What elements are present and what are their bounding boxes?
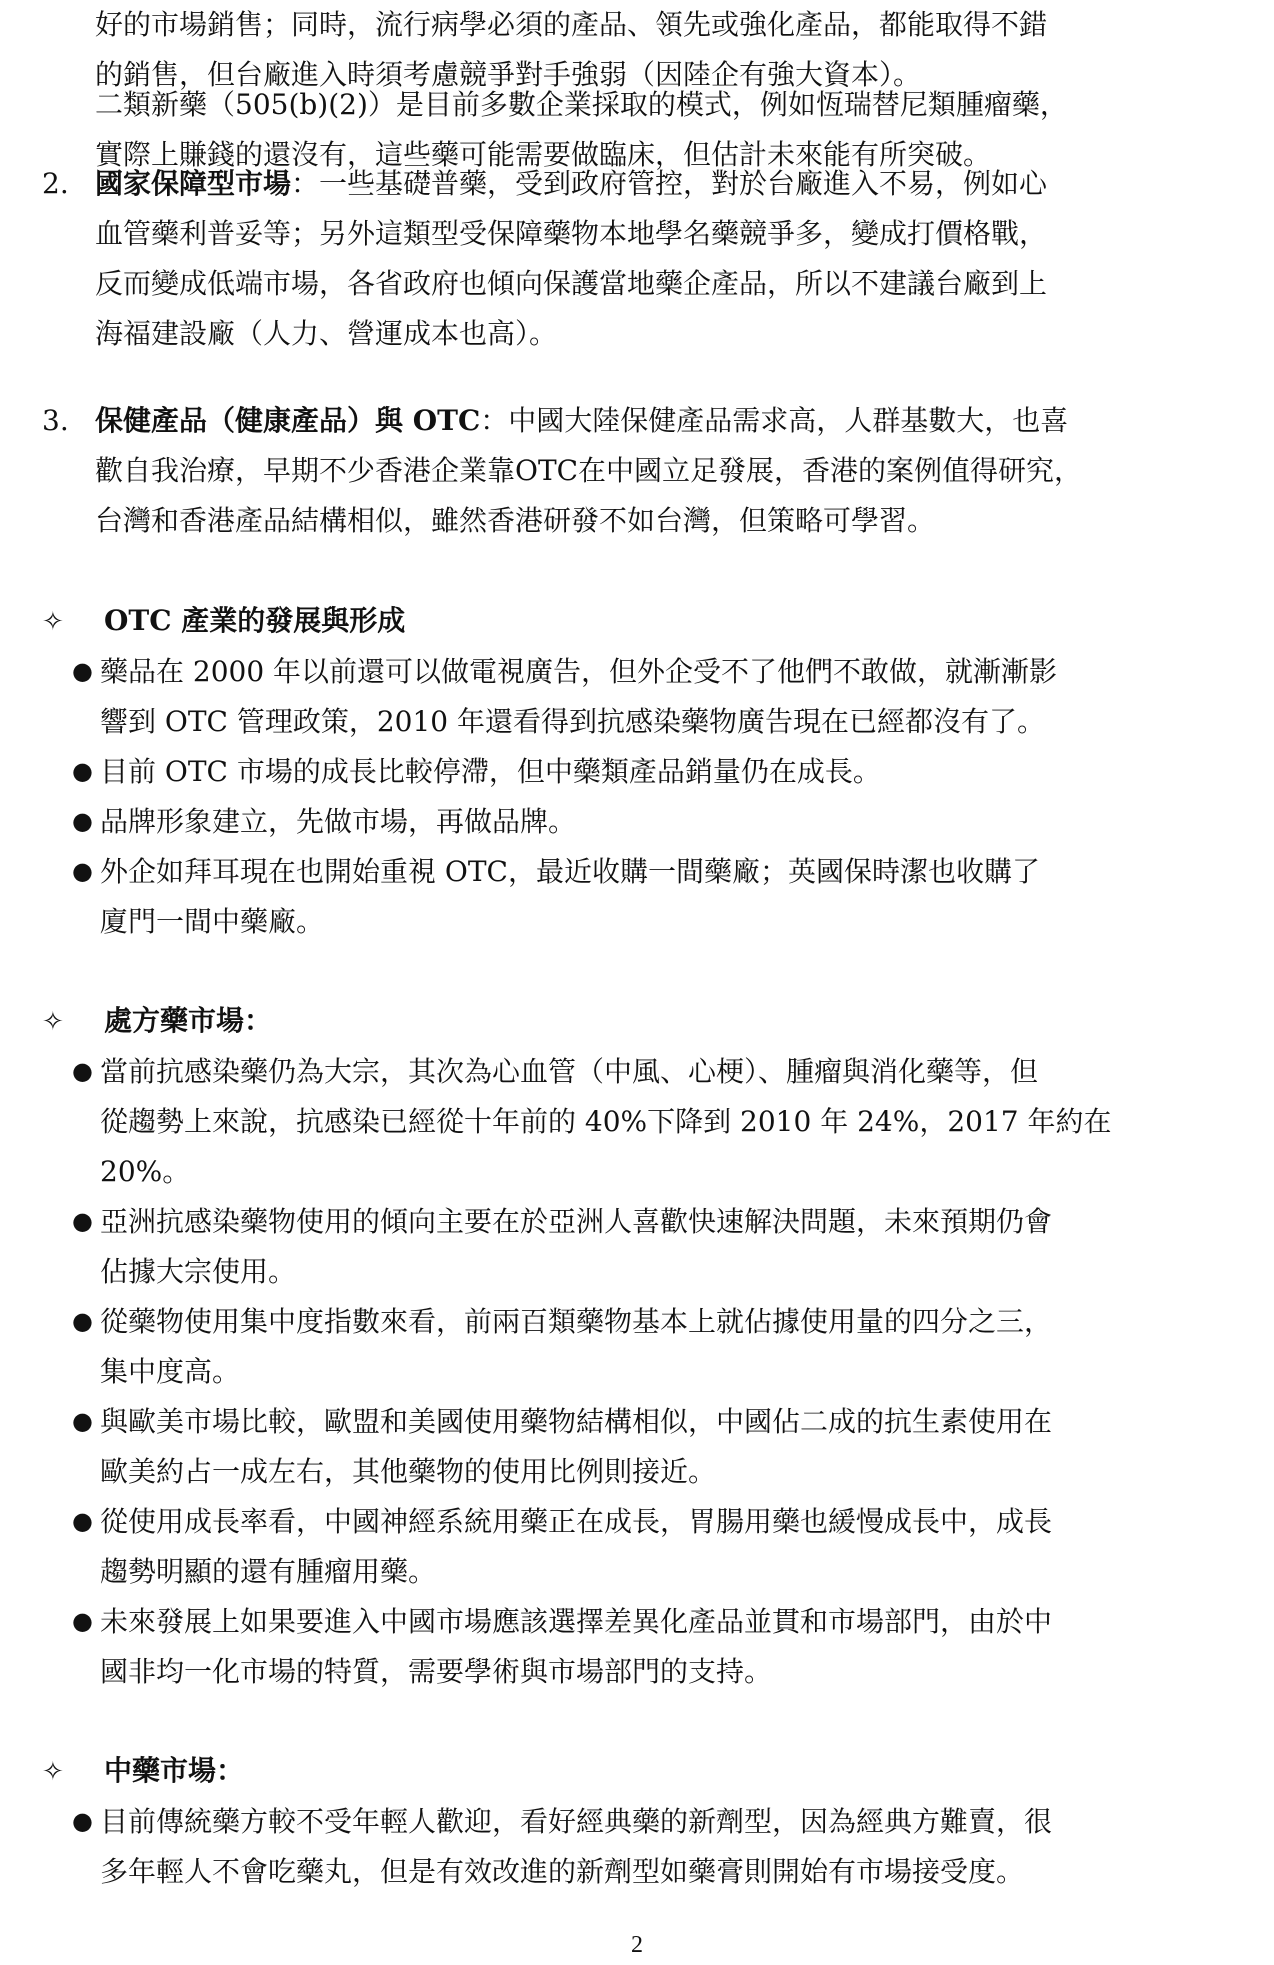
section-title: 處方藥市場： (104, 1004, 273, 1037)
text-line: 反而變成低端市場，各省政府也傾向保護當地藥企產品，所以不建議台廠到上 (95, 267, 1048, 300)
bullet-item (72, 1396, 1052, 1497)
item-heading: 保健產品（健康產品）與 OTC (95, 404, 481, 437)
bullet-icon: ● (72, 1607, 93, 1635)
text-line: 品牌形象建立，先做市場，再做品牌。 (100, 805, 577, 838)
bullet-item (72, 746, 881, 797)
text-line: 國非均一化市場的特質，需要學術與市場部門的支持。 (100, 1655, 773, 1688)
bullet-icon: ● (72, 1057, 93, 1085)
bullet-item (72, 1046, 1112, 1197)
bullet-item (72, 1296, 1052, 1397)
bullet-item (72, 1796, 1052, 1897)
text-line: 趨勢明顯的還有腫瘤用藥。 (100, 1555, 437, 1588)
text-line: 廈門一間中藥廠。 (100, 905, 325, 938)
bullet-icon: ● (72, 1207, 93, 1235)
bullet-icon: ● (72, 657, 93, 685)
text-line: 佔據大宗使用。 (100, 1255, 297, 1288)
text-line: 20%。 (100, 1155, 191, 1188)
bullet-icon: ● (72, 857, 93, 885)
item-number: 2. (42, 167, 69, 200)
section-tcm-heading (42, 1746, 244, 1797)
text-line: 從趨勢上來說，抗感染已經從十年前的 40%下降到 2010 年 24%，2017 年約在 (100, 1105, 1112, 1138)
bullet-item (72, 1196, 1052, 1297)
page-number: 2 (631, 1932, 643, 1958)
text-line: 藥品在 2000 年以前還可以做電視廣告，但外企受不了他們不敢做，就漸漸影 (100, 655, 1058, 688)
bullet-icon: ● (72, 1307, 93, 1335)
bullet-item (72, 846, 1040, 947)
text-line: 響到 OTC 管理政策，2010 年還看得到抗感染藥物廣告現在已經都沒有了。 (100, 705, 1046, 738)
text-line: 好的市場銷售；同時，流行病學必須的產品、領先或強化產品，都能取得不錯 (95, 8, 1048, 41)
text-line: 海福建設廠（人力、營運成本也高）。 (95, 317, 558, 350)
item-otc-market (95, 396, 1225, 546)
bullet-icon: ● (72, 1407, 93, 1435)
bullet-icon: ● (72, 1507, 93, 1535)
item-heading: 國家保障型市場 (95, 167, 292, 200)
text-line: 目前傳統藥方較不受年輕人歡迎，看好經典藥的新劑型，因為經典方難賣，很 (100, 1805, 1053, 1838)
bullet-item (72, 1596, 1052, 1697)
text-line: ：一些基礎普藥，受到政府管控，對於台廠進入不易，例如心 (291, 167, 1048, 200)
text-line: ：中國大陸保健產品需求高，人群基數大，也喜 (480, 404, 1069, 437)
text-line: 集中度高。 (100, 1355, 241, 1388)
text-line: 當前抗感染藥仍為大宗，其次為心血管（中風、心梗）、腫瘤與消化藥等，但 (100, 1055, 1039, 1088)
text-line: 與歐美市場比較，歐盟和美國使用藥物結構相似，中國佔二成的抗生素使用在 (100, 1405, 1053, 1438)
text-line: 從藥物使用集中度指數來看，前兩百類藥物基本上就佔據使用量的四分之三， (100, 1305, 1053, 1338)
text-line: 歐美約占一成左右，其他藥物的使用比例則接近。 (100, 1455, 717, 1488)
section-title: OTC 產業的發展與形成 (104, 604, 406, 637)
section-otc-heading (42, 596, 405, 647)
bullet-item (72, 646, 1057, 747)
text-line: 二類新藥（505(b)(2)）是目前多數企業採取的模式，例如恆瑞替尼類腫瘤藥， (95, 88, 1068, 121)
bullet-icon: ● (72, 807, 93, 835)
text-line: 多年輕人不會吃藥丸，但是有效改進的新劑型如藥膏則開始有市場接受度。 (100, 1855, 1025, 1888)
section-title: 中藥市場： (104, 1754, 245, 1787)
bullet-icon: ● (72, 1807, 93, 1835)
section-prescription-heading (42, 996, 272, 1047)
text-line: 未來發展上如果要進入中國市場應該選擇差異化產品並貫和市場部門，由於中 (100, 1605, 1053, 1638)
bullet-item (72, 1496, 1052, 1597)
diamond-icon: ✧ (42, 607, 64, 637)
text-line: 從使用成長率看，中國神經系統用藥正在成長，胃腸用藥也緩慢成長中，成長 (100, 1505, 1053, 1538)
item-national-market (95, 159, 1225, 359)
text-line: 目前 OTC 市場的成長比較停滯，但中藥類產品銷量仍在成長。 (100, 755, 881, 788)
text-line: 血管藥利普妥等；另外這類型受保障藥物本地學名藥競爭多，變成打價格戰， (95, 217, 1048, 250)
text-line: 台灣和香港產品結構相似，雖然香港研發不如台灣，但策略可學習。 (95, 504, 936, 537)
item-number: 3. (42, 404, 69, 437)
text-line: 歡自我治療，早期不少香港企業靠OTC在中國立足發展，香港的案例值得研究， (95, 454, 1083, 487)
diamond-icon: ✧ (42, 1757, 64, 1787)
text-line: 的銷售，但台廠進入時須考慮競爭對手強弱（因陸企有強大資本）。 (95, 58, 922, 91)
text-line: 外企如拜耳現在也開始重視 OTC，最近收購一間藥廠；英國保時潔也收購了 (100, 855, 1040, 888)
bullet-item (72, 796, 576, 847)
diamond-icon: ✧ (42, 1007, 64, 1037)
bullet-icon: ● (72, 757, 93, 785)
text-line: 亞洲抗感染藥物使用的傾向主要在於亞洲人喜歡快速解決問題，未來預期仍會 (100, 1205, 1053, 1238)
text-line: 實際上賺錢的還沒有，這些藥可能需要做臨床，但估計未來能有所突破。 (95, 138, 992, 171)
